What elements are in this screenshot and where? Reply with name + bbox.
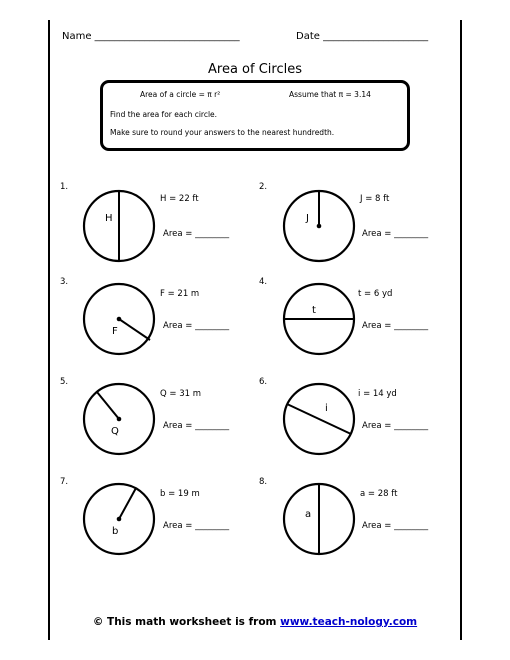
- area-answer-blank: Area = ________: [163, 229, 230, 239]
- area-answer-blank: Area = ________: [362, 421, 429, 431]
- area-answer-blank: Area = ________: [362, 521, 429, 531]
- radius-line: [97, 392, 119, 419]
- area-answer-blank: Area = ________: [163, 421, 230, 431]
- footer-credit: [0, 616, 510, 628]
- problem-given: b = 19 m: [160, 489, 200, 499]
- circle-variable-label: a: [305, 509, 312, 520]
- problem-given: H = 22 ft: [160, 194, 199, 204]
- footer-link[interactable]: www.teach-nology.com: [280, 616, 418, 628]
- circle-variable-label: J: [306, 213, 309, 224]
- problem-given: a = 28 ft: [360, 489, 398, 499]
- formula-text: Area of a circle = π r²: [140, 90, 221, 99]
- circle-variable-label: Q: [111, 426, 119, 437]
- footer-prefix: © This math worksheet is from: [92, 616, 281, 628]
- circle-variable-label: F: [112, 326, 118, 337]
- date-field: Date _____________________: [296, 31, 429, 42]
- radius-line: [119, 488, 136, 519]
- area-answer-blank: Area = ________: [362, 321, 429, 331]
- circle-variable-label: t: [312, 305, 316, 316]
- center-point: [117, 517, 122, 522]
- problem-given: J = 8 ft: [360, 194, 390, 204]
- page-title: Area of Circles: [208, 62, 302, 77]
- problem-number: 4.: [259, 277, 268, 287]
- circle-variable-label: i: [325, 403, 328, 414]
- problem-given: Q = 31 m: [160, 389, 202, 399]
- circle-variable-label: b: [112, 526, 119, 537]
- circle-variable-label: H: [105, 213, 113, 224]
- instruction-1: Find the area for each circle.: [110, 110, 218, 119]
- problem-number: 1.: [60, 182, 69, 192]
- center-point: [117, 417, 122, 422]
- problem-number: 7.: [60, 477, 69, 487]
- center-point: [317, 224, 322, 229]
- problem-given: F = 21 m: [160, 289, 200, 299]
- center-point: [117, 317, 122, 322]
- area-answer-blank: Area = ________: [163, 321, 230, 331]
- pi-assumption: Assume that π = 3.14: [289, 90, 371, 99]
- problem-number: 6.: [259, 377, 268, 387]
- area-answer-blank: Area = ________: [163, 521, 230, 531]
- problem-number: 2.: [259, 182, 268, 192]
- problem-given: t = 6 yd: [358, 289, 393, 299]
- radius-line: [119, 319, 150, 340]
- problem-number: 3.: [60, 277, 69, 287]
- area-answer-blank: Area = ________: [362, 229, 429, 239]
- problem-number: 8.: [259, 477, 268, 487]
- problem-given: i = 14 yd: [358, 389, 397, 399]
- diameter-line: [287, 404, 351, 434]
- instruction-2: Make sure to round your answers to the nearest hundredth.: [110, 128, 335, 137]
- name-field: Name _____________________________: [62, 31, 240, 42]
- problem-number: 5.: [60, 377, 69, 387]
